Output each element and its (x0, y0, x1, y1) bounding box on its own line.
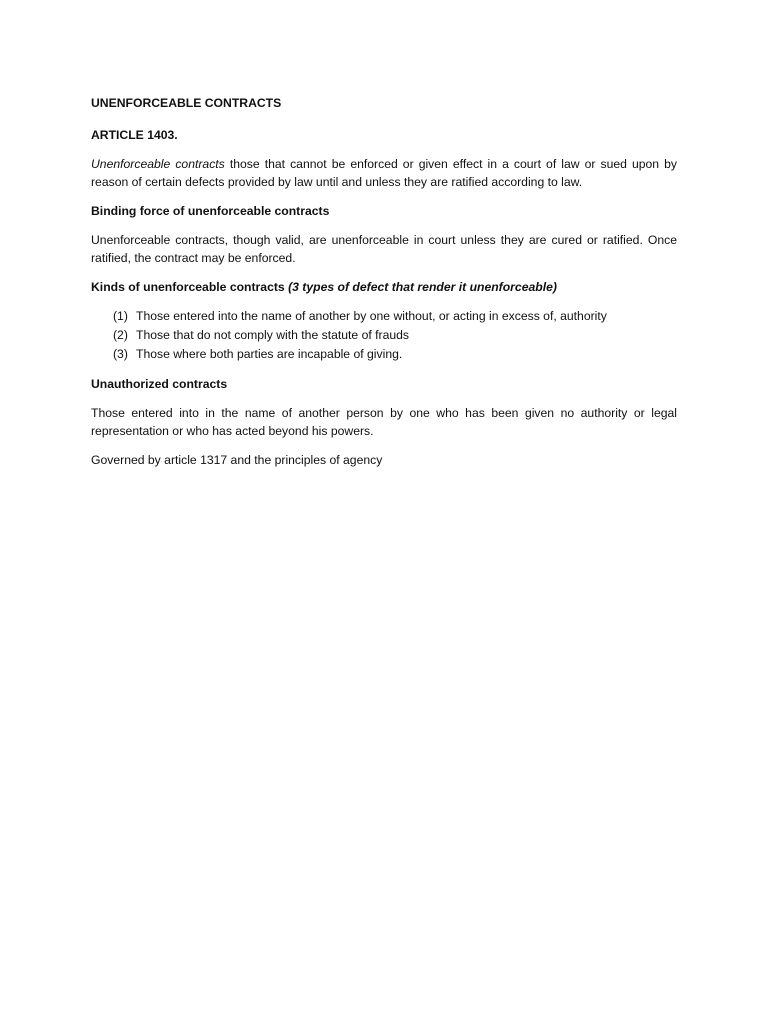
governed-paragraph: Governed by article 1317 and the principles of agency (91, 453, 383, 467)
definition-paragraph (91, 155, 677, 191)
kinds-heading-text: Kinds of unenforceable contracts (91, 280, 289, 294)
document-title: UNENFORCEABLE CONTRACTS (91, 96, 282, 110)
list-item-text: Those where both parties are incapable of giving. (136, 347, 403, 361)
article-number: ARTICLE 1403. (91, 128, 178, 142)
list-item-text: Those that do not comply with the statute of frauds (136, 328, 410, 342)
list-item-number: (3) (113, 347, 128, 361)
list-item-number: (1) (113, 309, 128, 323)
kinds-list (91, 307, 677, 364)
unauthorized-heading: Unauthorized contracts (91, 377, 228, 391)
list-item (113, 326, 677, 345)
binding-paragraph: Unenforceable contracts, though valid, are unenforceable in court unless they are cured or ratified. Once ratified, the contract may be enforced. (91, 233, 677, 265)
unauthorized-paragraph: Those entered into in the name of another person by one who has been given no authority or legal representation or who has acted beyond his powers. (91, 406, 677, 438)
list-item-number: (2) (113, 328, 128, 342)
list-item (113, 307, 677, 326)
definition-term: Unenforceable contracts (91, 157, 225, 171)
kinds-heading (91, 278, 677, 296)
list-item (113, 345, 677, 364)
list-item-text: Those entered into the name of another by one without, or acting in excess of, authority (136, 309, 607, 323)
definition-text: those that cannot be enforced or given effect in a court of law or sued upon by reason of certain defects provided by law until and unless they are ratified according to law. (91, 157, 678, 189)
kinds-heading-note: (3 types of defect that render it unenforceable) (288, 280, 557, 294)
binding-heading: Binding force of unenforceable contracts (91, 204, 330, 218)
